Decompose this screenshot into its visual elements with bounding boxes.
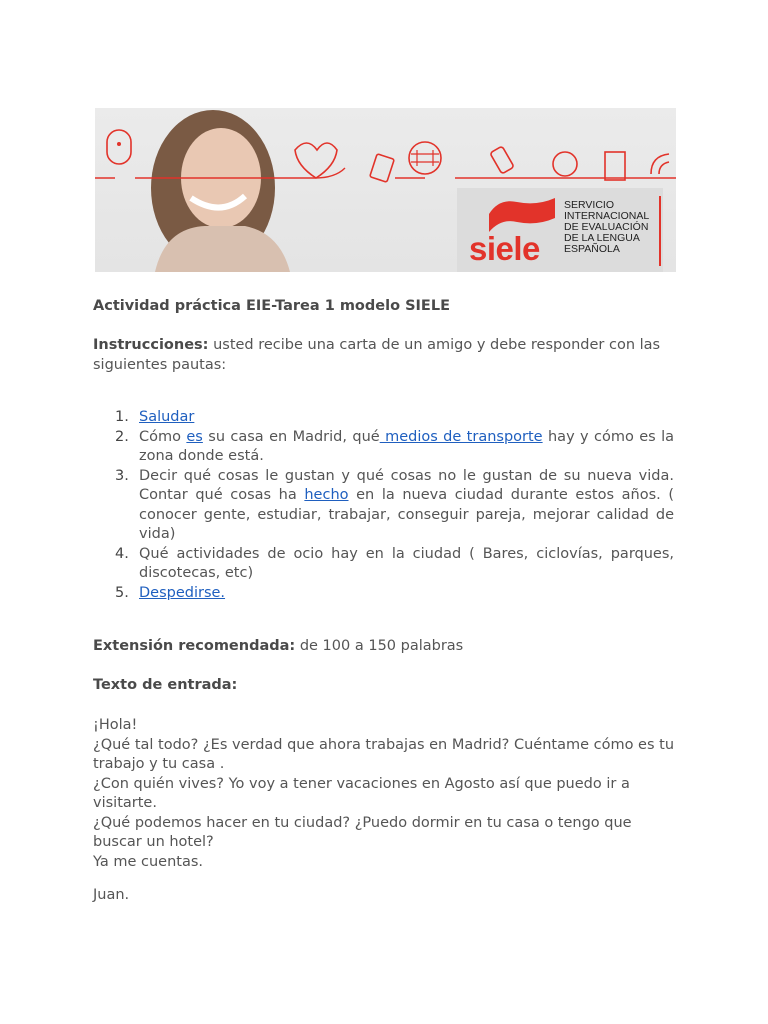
despedirse-link[interactable]: Despedirse.: [139, 584, 226, 601]
extension-label: Extensión recomendada:: [93, 638, 296, 654]
input-text-label: Texto de entrada:: [93, 677, 238, 693]
logo-wordmark: siele: [469, 230, 540, 267]
list-item: 4. Qué actividades de ocio hay en la ciudad ( Bares, ciclovías, parques, discotecas, etc): [115, 545, 674, 581]
list-item: 1. Saludar: [115, 409, 195, 425]
letter-signature: Juan.: [93, 887, 130, 903]
task-list: [93, 408, 674, 603]
list-item: 5. Despedirse.: [115, 584, 226, 601]
siele-banner: [95, 108, 676, 272]
extension-paragraph: [93, 637, 674, 657]
letter-line: ¿Qué tal todo? ¿Es verdad que ahora trabajas en Madrid? Cuéntame cómo es tu trabajo y tu casa .: [93, 736, 675, 772]
es-link[interactable]: es: [186, 428, 203, 445]
medios-de-transporte-link[interactable]: medios de transporte: [379, 428, 543, 445]
list-item: 3. Decir qué cosas le gustan y qué cosas no le gustan de su nueva vida. Contar qué cosas ha hecho en la nueva ciudad durante estos años. ( conocer gente, estudiar, trabajar, conseguir pareja, mejorar calidad de vida): [115, 467, 674, 542]
instructions-text: usted recibe una carta de un amigo y debe responder con las siguientes pautas:: [93, 337, 661, 373]
letter-line: ¿Con quién vives? Yo voy a tener vacaciones en Agosto así que puedo ir a visitarte.: [93, 775, 630, 811]
page-title: Actividad práctica EIE-Tarea 1 modelo SIELE: [93, 298, 450, 314]
instructions-label: Instrucciones:: [93, 337, 209, 353]
instructions-paragraph: [93, 336, 674, 375]
letter-line: Ya me cuentas.: [93, 853, 204, 870]
letter-line: ¿Qué podemos hacer en tu ciudad? ¿Puedo dormir en tu casa o tengo que buscar un hotel?: [93, 814, 632, 850]
siele-logo: [457, 188, 663, 272]
logo-divider: [659, 196, 661, 266]
hecho-link[interactable]: hecho: [304, 487, 349, 503]
saludar-link[interactable]: Saludar: [139, 409, 195, 425]
letter-text: [93, 716, 674, 872]
letter-line: ¡Hola!: [93, 717, 138, 733]
extension-text: de 100 a 150 palabras: [295, 638, 464, 654]
list-item: 2. Cómo es su casa en Madrid, qué medios de transporte hay y cómo es la zona donde está.: [115, 428, 675, 464]
logo-service-name: SERVICIO INTERNACIONAL DE EVALUACIÓN DE LA LENGUA ESPAÑOLA: [564, 199, 650, 255]
